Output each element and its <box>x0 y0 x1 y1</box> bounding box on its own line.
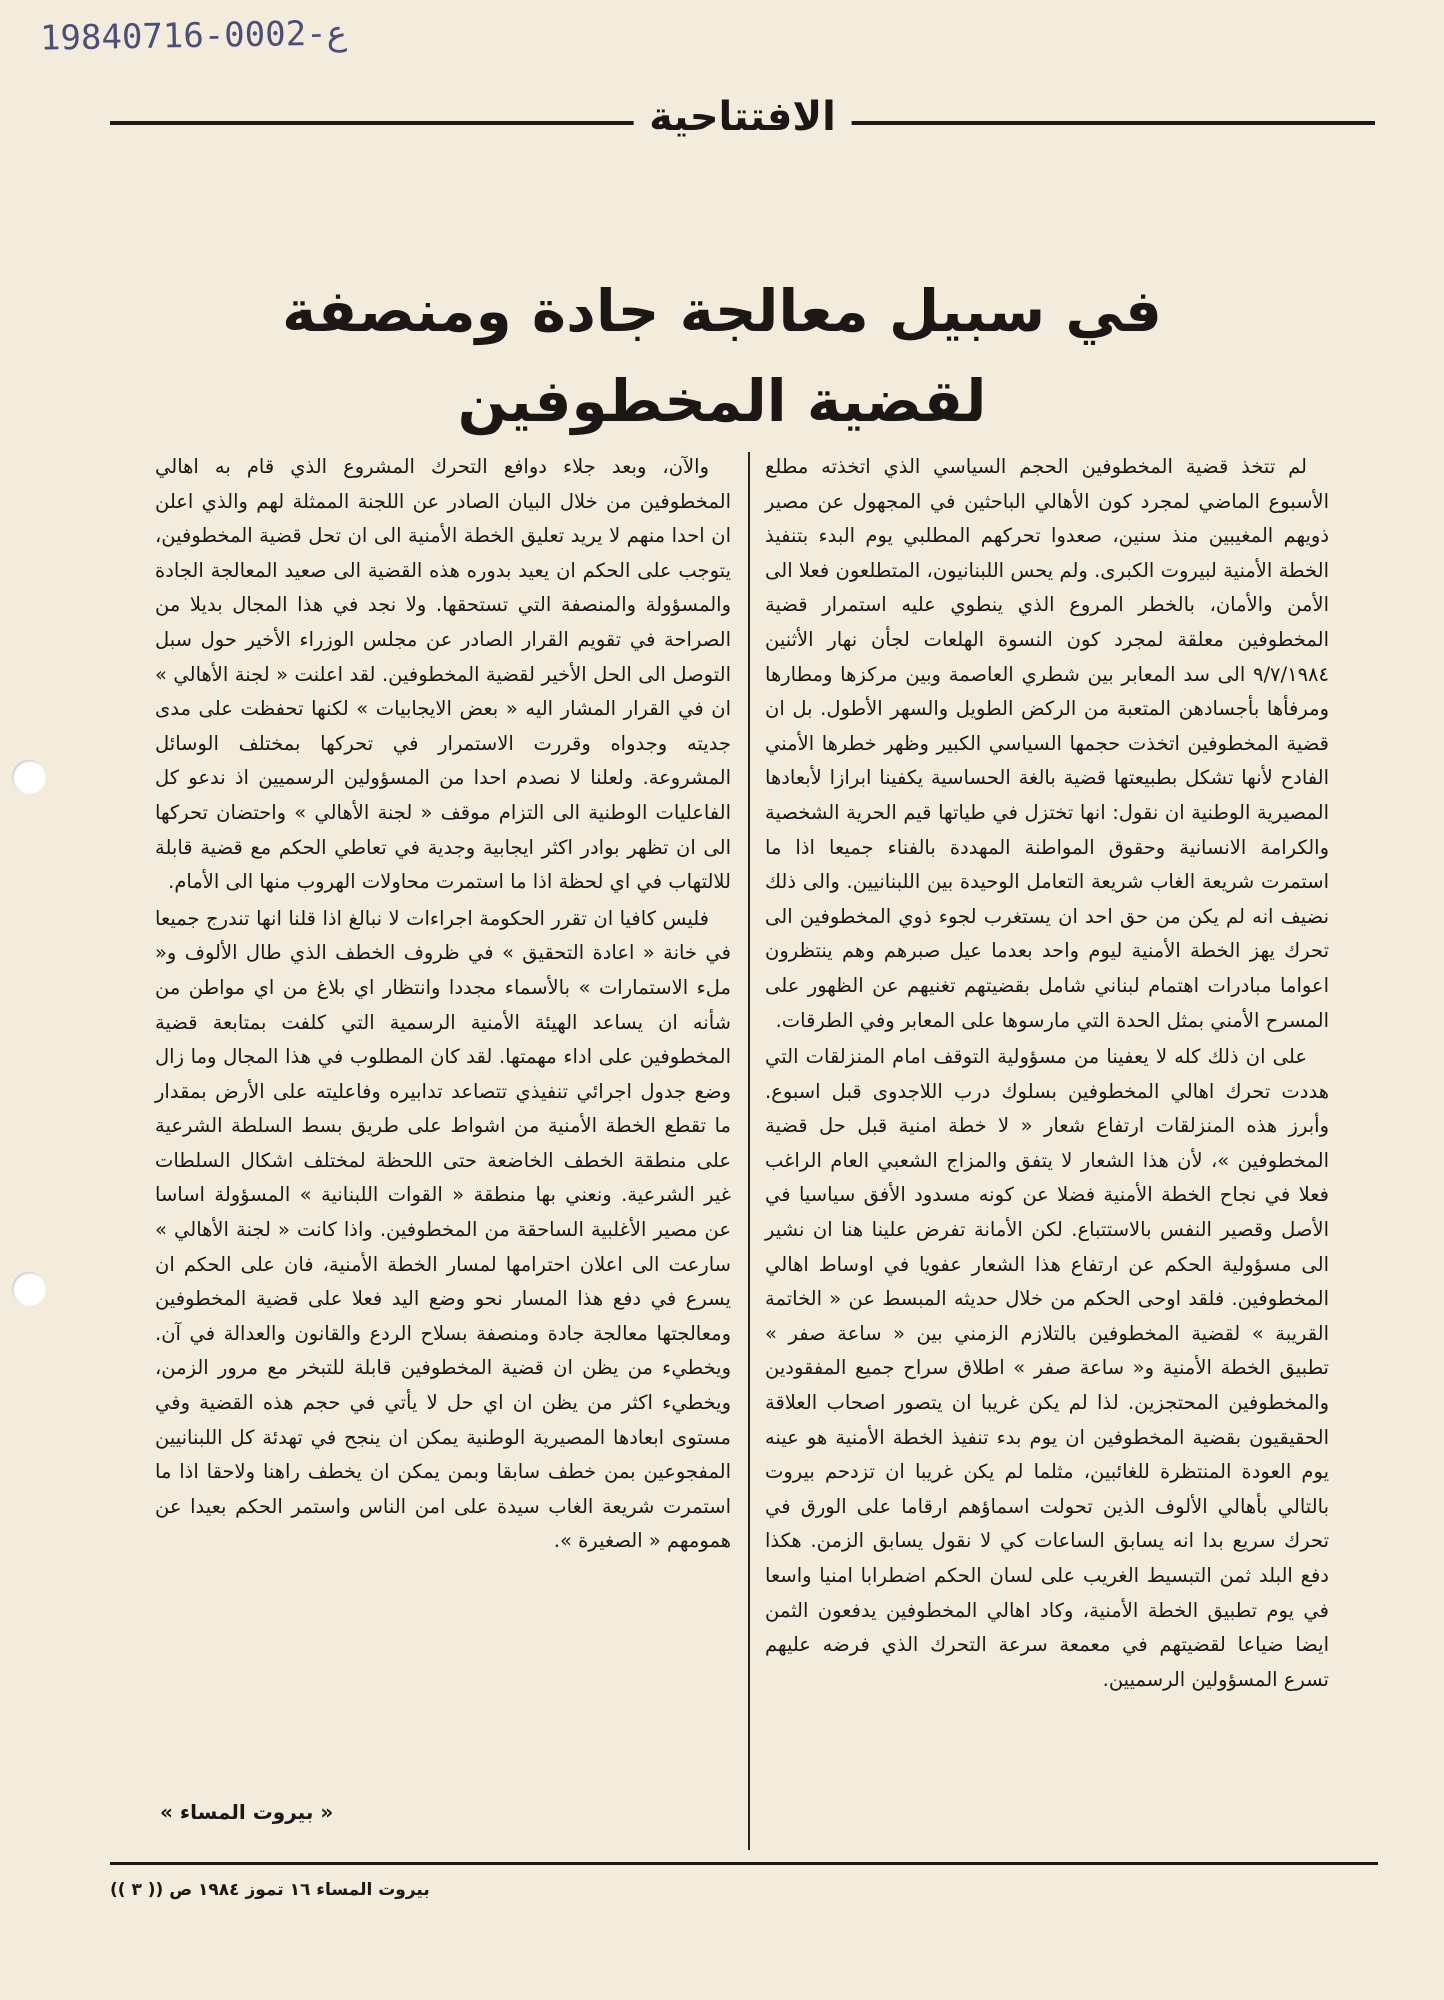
section-header <box>110 94 1375 146</box>
page-footer: بيروت المساء ١٦ تموز ١٩٨٤ ص (( ٣ )) <box>110 1880 430 1900</box>
paragraph: فليس كافيا ان تقرر الحكومة اجراءات لا نبالغ اذا قلنا انها تندرج جميعا في خانة « اعادة التحقيق » في ظروف الخطف الذي طال الألوف و« ملء الاستمارات » بالأسماء مجددا وانتظار اي بلاغ من اي مواطن من شأنه ان يساعد الهيئة الأمنية الرسمية التي كلفت بمتابعة قضية المخطوفين على اداء مهمتها. لقد كان المطلوب في هذا المجال وما زال وضع جدول اجرائي تنفيذي تتصاعد تدابيره وفاعليته على الأرض بمقدار ما تقطع الخطة الأمنية من اشواط على طريق بسط السلطة الشرعية على منطقة الخطف الخاضعة حتى اللحظة لمختلف اشكال السلطات غير الشرعية. ونعني بها منطقة « القوات اللبنانية » المسؤولة اساسا عن مصير الأغلبية الساحقة من المخطوفين. واذا كانت « لجنة الأهالي » سارعت الى اعلان احترامها لمسار الخطة الأمنية، فان على الحكم ان يسرع في دفع هذا المسار نحو وضع اليد فعلا على قضية المخطوفين ومعالجتها معالجة جادة ومنصفة بسلاح الردع والقانون والعدالة في آن. ويخطيء من يظن ان قضية المخطوفين قابلة للتبخر مع مرور الزمن، ويخطيء اكثر من يظن ان اي حل لا يأتي في حجم هذه القضية وفي مستوى ابعادها المصيرية الوطنية يمكن ان ينجح في تهدئة كل اللبنانيين المفجوعين بمن خطف سابقا وبمن يمكن ان يخطف راهنا ولاحقا اذا ما استمرت شريعة الغاب سيدة على امن الناس واستمر الحكم بعيدا عن همومهم « الصغيرة ». <box>155 906 731 1553</box>
paragraph: على ان ذلك كله لا يعفينا من مسؤولية التوقف امام المنزلقات التي هددت تحرك اهالي المخطوفين بسلوك درب اللاجدوى قبل اسبوع. وأبرز هذه المنزلقات ارتفاع شعار « لا خطة امنية قبل حل قضية المخطوفين »، لأن هذا الشعار لا يتفق والمزاج الشعبي العام الراغب فعلا في نجاح الخطة الأمنية فضلا عن كونه مسدود الأفق سياسيا في الأصل وقصير النفس بالاستتباع. لكن الأمانة تفرض علينا هنا ان نشير الى مسؤولية الحكم عن ارتفاع هذا الشعار عفويا في اوساط اهالي المخطوفين. فلقد اوحى الحكم من خلال حديثه المبسط عن « الخاتمة القريبة » لقضية المخطوفين بالتلازم الزمني بين « ساعة صفر » تطبيق الخطة الأمنية و« ساعة صفر » اطلاق سراح جميع المفقودين والمخطوفين المحتجزين. لذا لم يكن غريبا ان يتصور اصحاب العلاقة الحقيقيون بقضية المخطوفين ان يوم بدء تنفيذ الخطة الأمنية هو عينه يوم العودة المنتظرة للغائبين، مثلما لم يكن غريبا ان تزدحم بيروت بالتالي بأهالي الألوف الذين تحولت اسماؤهم ارقاما على الورق في تحرك سريع بدا انه يسابق الساعات كي لا نقول يسابق الزمن. هكذا دفع البلد ثمن التبسيط الغريب على لسان الحكم اضطرابا امنيا واسعا في يوم تطبيق الخطة الأمنية، وكاد اهالي المخطوفين يدفعون الثمن ايضا ضياعا لقضيتهم في معمعة سرعة التحرك الذي فرضه عليهم تسرع المسؤولين الرسميين. <box>765 1045 1329 1691</box>
punch-hole-top <box>12 760 46 794</box>
footer-rule <box>110 1862 1378 1865</box>
archive-code-handwritten: 19840716-0002-ع <box>39 13 348 59</box>
paragraph: لم تتخذ قضية المخطوفين الحجم السياسي الذي اتخذته مطلع الأسبوع الماضي لمجرد كون الأهالي الباحثين في المجهول عن مصير ذويهم المغيبين منذ سنين، صعدوا تحركهم المطلبي يوم البدء بتنفيذ الخطة الأمنية لبيروت الكبرى. ولم يحس اللبنانيون، المتطلعون فعلا الى الأمن والأمان، بالخطر المروع الذي ينطوي عليه استمرار قضية المخطوفين معلقة لمجرد كون النسوة الهلعات لجأن نهار الأثنين ٩/٧/١٩٨٤ الى سد المعابر بين شطري العاصمة وبين مركزها ومطارها ومرفأها بأجسادهن المتعبة من الركض الطويل والسهر الأطول. بل ان قضية المخطوفين اتخذت حجمها السياسي الكبير وظهر خطرها الأمني الفادح لأنها تشكل بطبيعتها قضية بالغة الحساسية يكفينا ابرازا لأبعادها المصيرية الوطنية ان نقول: انها تختزل في طياتها قيم الحرية الشخصية والكرامة الانسانية وحقوق المواطنة المهددة بالفناء جميعا اذا ما استمرت شريعة الغاب شريعة التعامل الوحيدة بين اللبنانيين. والى ذلك نضيف انه لم يكن من حق احد ان يستغرب لجوء ذوي المخطوفين الى تحرك يهز الخطة الأمنية ليوم واحد بعدما عيل صبرهم وهم ينتظرون اعواما مبادرات اهتمام لبناني شامل بقضيتهم تغنيهم عن الظهور على المسرح الأمني بمثل الحدة التي مارسوها على المعابر وفي الطرقات. <box>765 455 1329 1032</box>
headline-line-1: في سبيل معالجة جادة ومنصفة <box>281 277 1163 345</box>
paragraph: والآن، وبعد جلاء دوافع التحرك المشروع الذي قام به اهالي المخطوفين من خلال البيان الصادر عن اللجنة الممثلة لهم والذي اعلن ان احدا منهم لا يريد تعليق الخطة الأمنية الى ان تحل قضية المخطوفين، يتوجب على الحكم ان يعيد بدوره هذه القضية الى صعيد المعالجة الجادة والمسؤولة والمنصفة التي تستحقها. ولا نجد في هذا المجال بديلا من الصراحة في تقويم القرار الصادر عن مجلس الوزراء الأخير حول سبل التوصل الى الحل الأخير لقضية المخطوفين. لقد اعلنت « لجنة الأهالي » ان في القرار المشار اليه « بعض الايجابيات » لكنها تحفظت على مدى جديته وجدواه وقررت الاستمرار في تحركها بمختلف الوسائل المشروعة. ولعلنا لا نصدم احدا من المسؤولين الرسميين اذ ندعو كل الفاعليات الوطنية الى التزام موقف « لجنة الأهالي » واحتضان تحركها الى ان تظهر بوادر اكثر ايجابية وجدية في تعاطي الحكم مع قضية قابلة للالتهاب في اي لحظة اذا ما استمرت محاولات الهروب منها الى الأمام. <box>155 455 731 894</box>
article-column-left <box>155 450 731 1561</box>
column-divider <box>748 452 750 1850</box>
source-credit: « بيروت المساء » <box>160 1800 334 1824</box>
headline-line-2: لقضية المخطوفين <box>457 367 987 435</box>
section-title: الافتتاحية <box>633 94 852 140</box>
article-column-right <box>765 450 1329 1699</box>
punch-hole-bottom <box>12 1272 46 1306</box>
